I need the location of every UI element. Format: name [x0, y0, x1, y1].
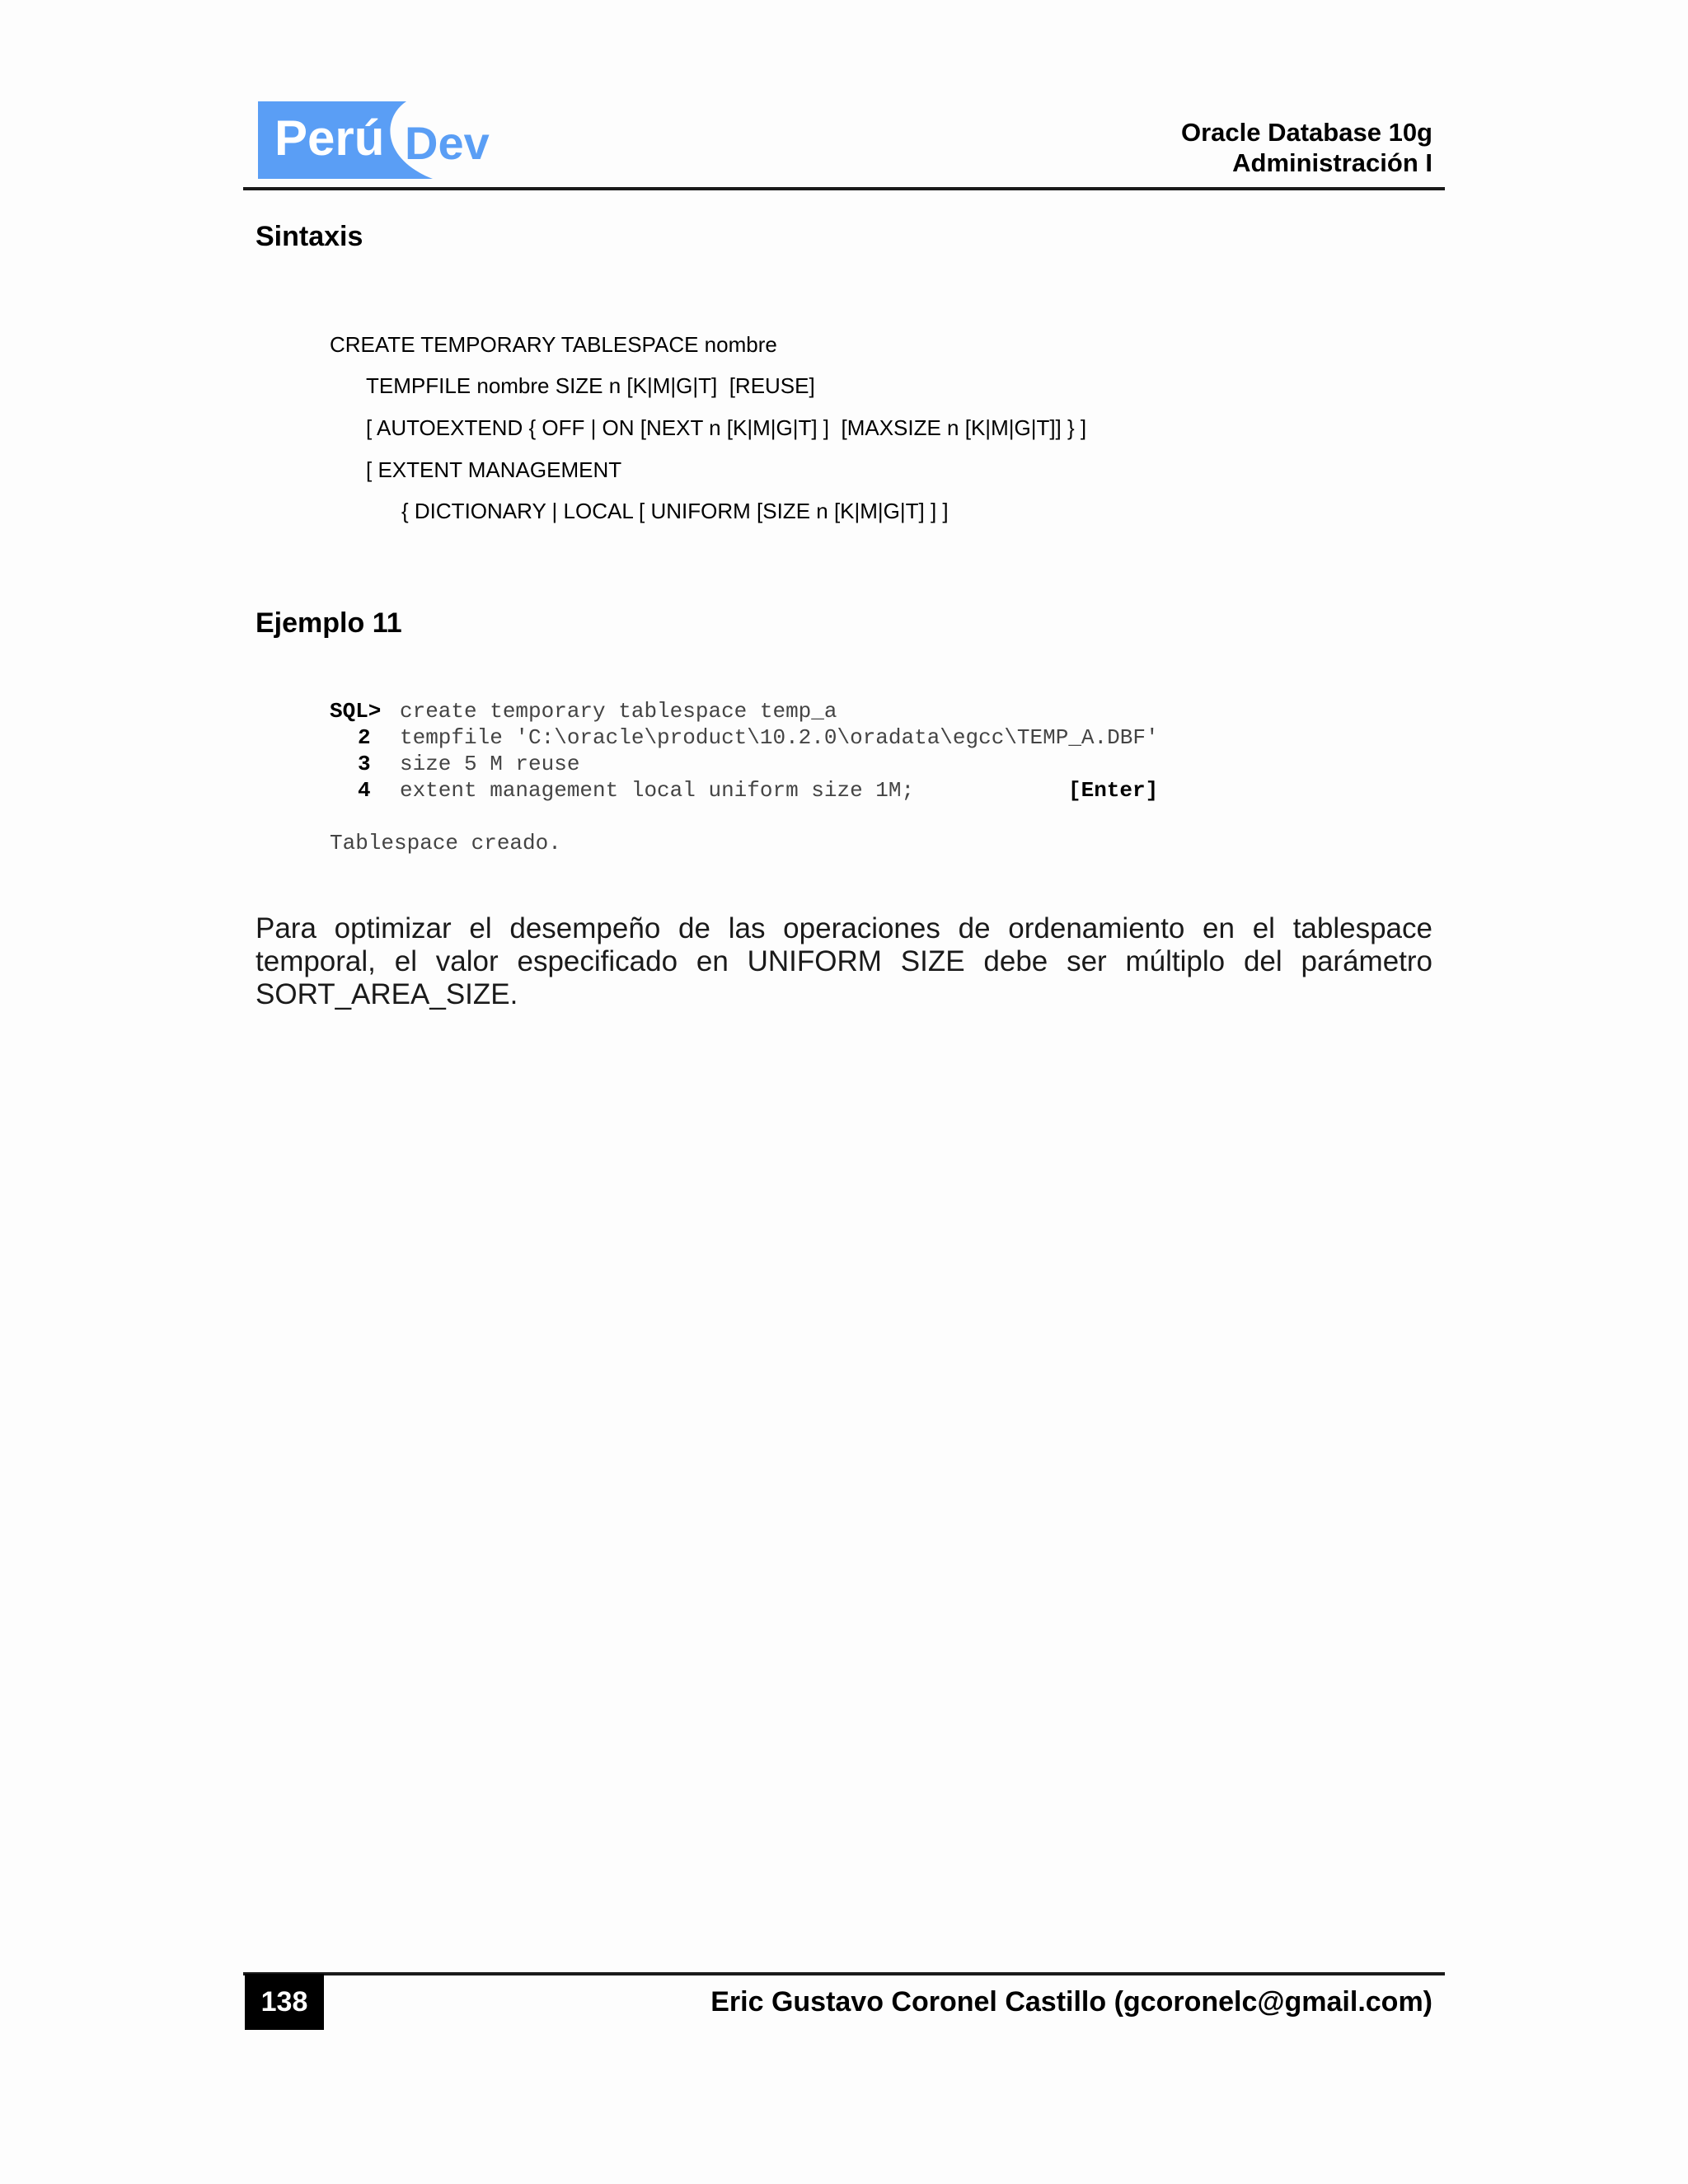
- syntax-line-1: CREATE TEMPORARY TABLESPACE nombre: [330, 332, 777, 357]
- header-title-line2: Administración I: [1232, 148, 1432, 177]
- syntax-line-4: [ EXTENT MANAGEMENT: [366, 457, 622, 482]
- syntax-heading: Sintaxis: [256, 221, 363, 252]
- enter-key-label: [Enter]: [1068, 778, 1159, 803]
- example-heading: Ejemplo 11: [256, 607, 402, 639]
- code-line-4: extent management local uniform size 1M;: [400, 778, 915, 803]
- logo-wordmark: [258, 101, 522, 179]
- code-result: Tablespace creado.: [330, 831, 561, 855]
- code-line-3: size 5 M reuse: [400, 752, 580, 776]
- logo-text-dev: Dev: [405, 117, 490, 169]
- header-title: [1181, 117, 1432, 178]
- code-line-number-3: 3: [358, 752, 371, 776]
- logo-text-peru: Perú: [274, 110, 385, 166]
- syntax-line-2: TEMPFILE nombre SIZE n [K|M|G|T] [REUSE]: [366, 373, 815, 398]
- syntax-line-3: [ AUTOEXTEND { OFF | ON [NEXT n [K|M|G|T] ] [MAXSIZE n [K|M|G|T]] } ]: [366, 415, 1087, 440]
- code-line-number-2: 2: [358, 725, 371, 750]
- header-title-line1: Oracle Database 10g: [1180, 118, 1432, 147]
- page-number: 138: [245, 1974, 324, 2030]
- code-line-2: tempfile 'C:\oracle\product\10.2.0\oradata\egcc\TEMP_A.DBF': [400, 725, 1159, 750]
- code-prompt: SQL>: [330, 699, 382, 724]
- header-divider: [243, 187, 1445, 190]
- body-paragraph: Para optimizar el desempeño de las operaciones de ordenamiento en el tablespace temporal, el valor especificado en UNIFORM SIZE debe ser múltiplo del parámetro SORT_AREA_SIZE.: [256, 912, 1432, 1010]
- footer-divider: [243, 1972, 1445, 1975]
- footer-author: Eric Gustavo Coronel Castillo (gcoronelc@gmail.com): [710, 1986, 1432, 2018]
- peru-dev-logo: [258, 101, 522, 179]
- code-line-1: create temporary tablespace temp_a: [400, 699, 837, 724]
- syntax-line-5: { DICTIONARY | LOCAL [ UNIFORM [SIZE n [K|M|G|T] ] ]: [401, 499, 949, 523]
- code-line-number-4: 4: [358, 778, 371, 803]
